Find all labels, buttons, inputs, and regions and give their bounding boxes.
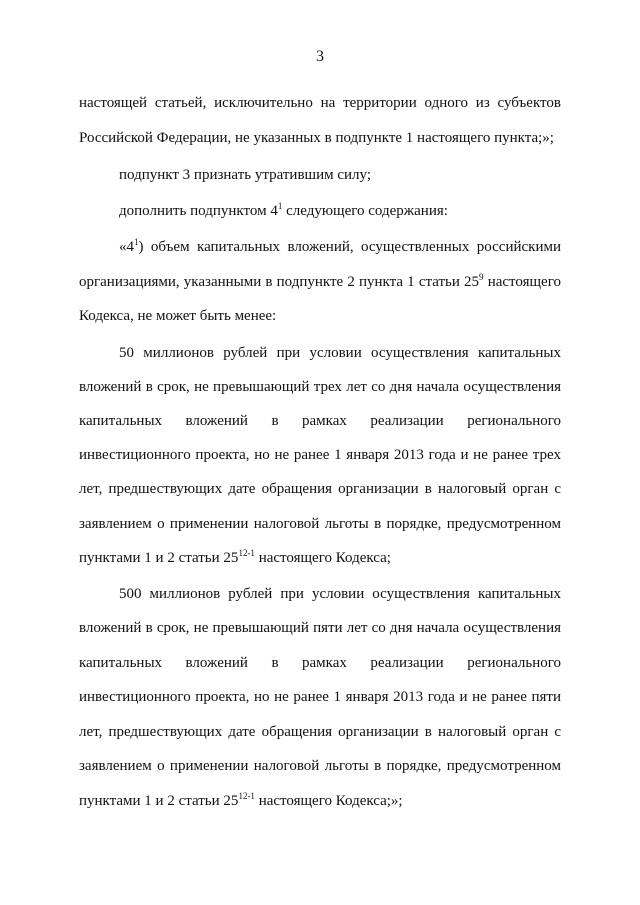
- text-line: вложений в срок, не превышающий трех лет со дня начала осуществления: [79, 379, 561, 395]
- text-line: подпункт 3 признать утратившим силу;: [119, 167, 371, 183]
- text-line: лет, предшествующих дате обращения организации в налоговый орган с: [79, 481, 561, 497]
- text-fragment: следующего содержания:: [282, 203, 448, 219]
- text-line: заявлением о применении налоговой льготы в порядке, предусмотренном: [79, 516, 561, 532]
- text-line: 500 миллионов рублей при условии осуществления капитальных: [119, 586, 561, 602]
- text-fragment: организациями, указанными в подпункте 2 пункта 1 статьи 25: [79, 274, 480, 290]
- text-fragment: дополнить подпунктом 4: [119, 203, 278, 219]
- text-line: [119, 237, 561, 257]
- text-line: [79, 548, 561, 568]
- text-line: заявлением о применении налоговой льготы в порядке, предусмотренном: [79, 758, 561, 774]
- text-line: [79, 272, 561, 292]
- superscript: 9: [479, 272, 484, 282]
- text-fragment: пунктами 1 и 2 статьи 25: [79, 550, 239, 566]
- text-line: капитальных вложений в рамках реализации регионального: [79, 413, 561, 429]
- superscript: 12-1: [238, 548, 255, 558]
- superscript: 12-1: [238, 791, 255, 801]
- text-fragment: «4: [119, 239, 134, 255]
- text-line: вложений в срок, не превышающий пяти лет со дня начала осуществления: [79, 620, 561, 636]
- text-line: лет, предшествующих дате обращения организации в налоговый орган с: [79, 724, 561, 740]
- text-line: инвестиционного проекта, но не ранее 1 января 2013 года и не ранее трех: [79, 447, 561, 463]
- text-line: 50 миллионов рублей при условии осуществления капитальных: [119, 345, 561, 361]
- text-line: Кодекса, не может быть менее:: [79, 308, 277, 324]
- text-fragment: настоящего Кодекса;: [254, 550, 391, 566]
- text-fragment: настоящего Кодекса;»;: [254, 793, 403, 809]
- text-line: [119, 201, 561, 221]
- superscript: 1: [277, 201, 283, 211]
- text-fragment: настоящего: [483, 274, 561, 290]
- text-line: [79, 791, 561, 811]
- text-fragment: ) объем капитальных вложений, осуществленных российскими: [138, 239, 561, 255]
- text-fragment: пунктами 1 и 2 статьи 25: [79, 793, 239, 809]
- text-line: настоящей статьей, исключительно на территории одного из субъектов: [79, 95, 561, 111]
- text-line: Российской Федерации, не указанных в подпункте 1 настоящего пункта;»;: [79, 130, 554, 146]
- text-line: инвестиционного проекта, но не ранее 1 января 2013 года и не ранее пяти: [79, 689, 561, 705]
- text-line: капитальных вложений в рамках реализации регионального: [79, 655, 561, 671]
- page-number: 3: [316, 48, 324, 65]
- superscript: 1: [134, 237, 139, 247]
